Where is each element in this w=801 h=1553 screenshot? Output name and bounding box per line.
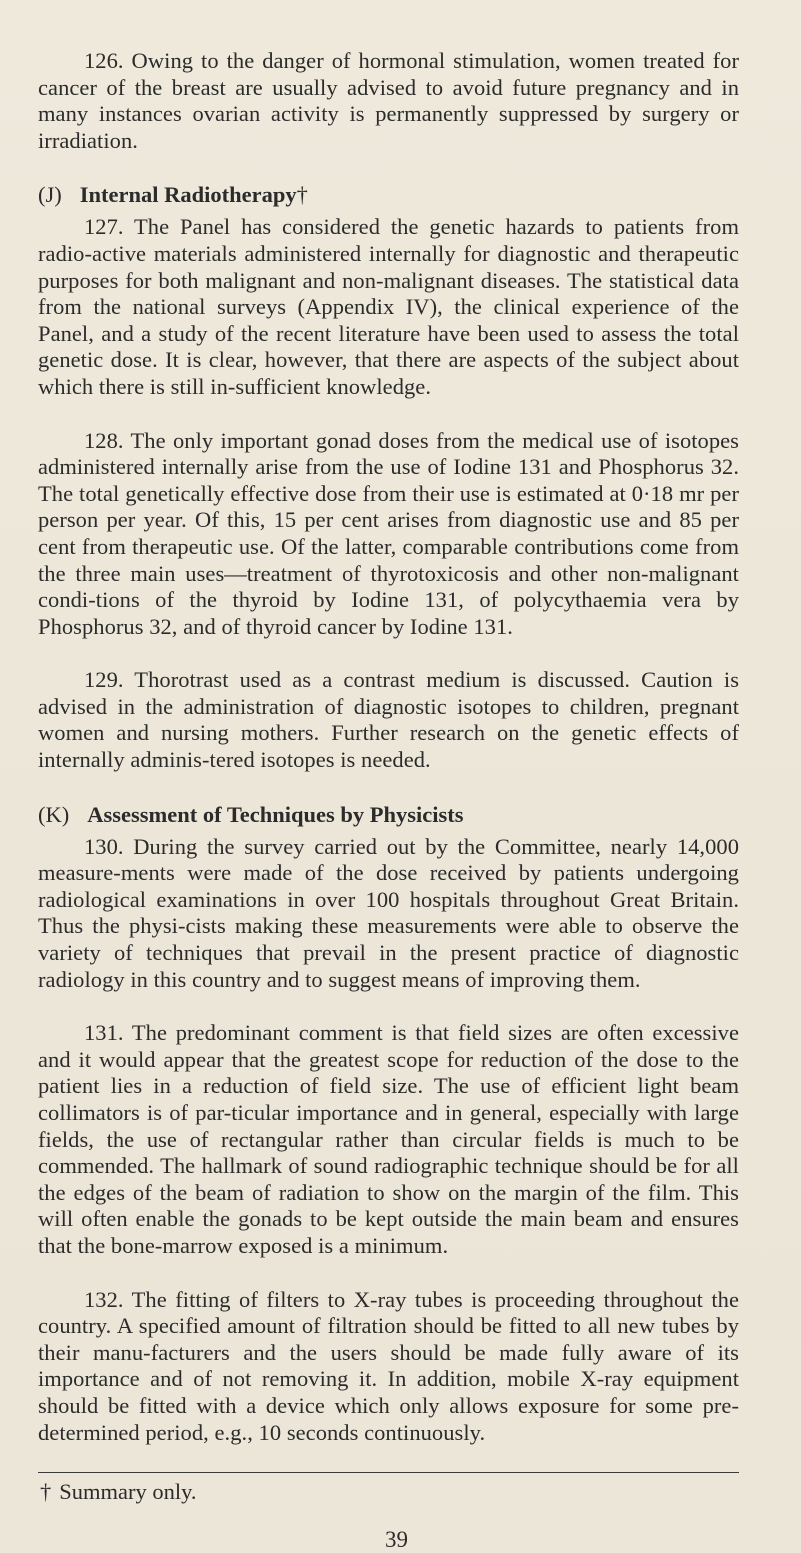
paragraph-127: 127. The Panel has considered the genetic hazards to patients from radio-active materials administered internally for diagnostic and therapeutic purposes for both malignant and non-malignant diseases. The statistical data from the national surveys (Appendix IV), the clinical experience of the Panel, and a study of the recent literature have been used to assess the total genetic dose. It is clear, however, that there are aspects of the subject about which there is still in-sufficient knowledge.	[38, 214, 739, 399]
paragraph-132: 132. The fitting of filters to X-ray tubes is proceeding throughout the country. A specified amount of filtration should be fitted to all new tubes by their manu-facturers and the users should be made fully aware of its importance and of not removing it. In addition, mobile X-ray equipment should be fitted with a device which only allows exposure for some pre-determined period, e.g., 10 seconds continuously.	[38, 1286, 739, 1445]
footnote-divider	[38, 1472, 739, 1473]
footnote	[40, 1479, 739, 1505]
section-title: Internal Radiotherapy	[79, 182, 297, 208]
paragraph-126: 126. Owing to the danger of hormonal stimulation, women treated for cancer of the breast are usually advised to avoid future pregnancy and in many instances ovarian activity is permanently suppressed by surgery or irradiation.	[38, 48, 739, 153]
section-heading-j	[38, 182, 739, 208]
footnote-text: Summary only.	[59, 1479, 197, 1505]
footnote-dagger: †	[40, 1479, 52, 1505]
section-title: Assessment of Techniques by Physicists	[87, 801, 464, 827]
paragraph-128: 128. The only important gonad doses from the medical use of isotopes administered internally arise from the use of Iodine 131 and Phosphorus 32. The total genetically effective dose from their use is estimated at 0·18 mr per person per year. Of this, 15 per cent arises from diagnostic use and 85 per cent from therapeutic use. Of the latter, comparable contributions come from the three main uses—treatment of thyrotoxicosis and other non-malignant condi-tions of the thyroid by Iodine 131, of polycythaemia vera by Phosphorus 32, and of thyroid cancer by Iodine 131.	[38, 427, 739, 639]
section-heading-k	[38, 802, 739, 828]
paragraph-131: 131. The predominant comment is that field sizes are often excessive and it would appear that the greatest scope for reduction of the dose to the patient lies in a reduction of field size. The use of efficient light beam collimators is of par-ticular importance and in general, especially with large fields, the use of rectangular rather than circular fields is much to be commended. The hallmark of sound radiographic technique should be for all the edges of the beam of radiation to show on the margin of the film. This will often enable the gonads to be kept outside the main beam and ensures that the bone-marrow exposed is a minimum.	[38, 1020, 739, 1258]
dagger-mark: †	[296, 182, 308, 208]
paragraph-129: 129. Thorotrast used as a contrast medium is discussed. Caution is advised in the administration of diagnostic isotopes to children, pregnant women and nursing mothers. Further research on the genetic effects of internally adminis-tered isotopes is needed.	[38, 667, 739, 773]
page-number: 39	[385, 1527, 408, 1553]
section-letter: (J)	[38, 182, 62, 208]
paragraph-130: 130. During the survey carried out by the Committee, nearly 14,000 measure-ments were made of the dose received by patients undergoing radiological examinations in over 100 hospitals throughout Great Britain. Thus the physi-cists making these measurements were able to observe the variety of techniques that prevail in the present practice of diagnostic radiology in this country and to suggest means of improving them.	[38, 833, 739, 992]
section-letter: (K)	[38, 801, 70, 827]
